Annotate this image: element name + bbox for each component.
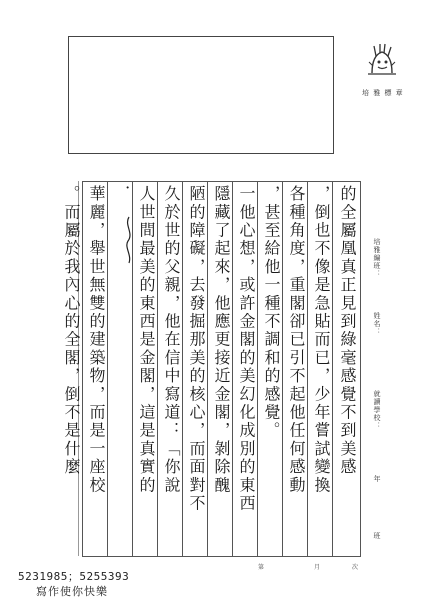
- school-label: 就讀學校：: [373, 390, 381, 430]
- grid-top-border: [82, 181, 361, 182]
- essay-column-7: 陋的障礙，去發掘那美的核心，而面對不: [187, 185, 206, 513]
- essay-column-8: 久於世的父親，他在信中寫道：「你說: [162, 185, 181, 495]
- essay-column-9: 人世間最美的東西是金閣，這是真實的: [137, 185, 156, 495]
- grid-line: [360, 181, 361, 556]
- grid-bottom-border: [82, 556, 361, 557]
- footer-phone-numbers: 5231985；5255393: [18, 570, 130, 583]
- essay-column-12: 。而屬於我內心的全閣，倒不是什麼: [62, 185, 81, 477]
- class-suffix-label: 班: [373, 532, 381, 540]
- handwritten-mark-icon: [122, 215, 136, 265]
- times-suffix: 次: [352, 564, 359, 571]
- name-label: 姓名：: [373, 312, 381, 336]
- essay-column-2: ，倒也不像是急貼而已，少年嘗試變換: [312, 185, 331, 495]
- footer-brand-slogan: 寫作使你快樂: [36, 585, 108, 598]
- essay-column-5: 一他心想，或許金閣的美幻化成別的東西: [237, 185, 256, 513]
- essay-column-6: 隱藏了起來，他應更接近金閣，剝除醜: [212, 185, 231, 495]
- page-number-prefix: 第: [258, 564, 265, 571]
- essay-column-4: ，甚至給他一種不調和的感覺。: [262, 185, 281, 440]
- school-stamp-icon: [362, 40, 402, 80]
- teacher-comment-box: [68, 36, 334, 154]
- essay-column-11: 華麗，舉世無雙的建築物，而是一座校: [87, 185, 106, 495]
- month-suffix: 月: [314, 564, 321, 571]
- stamp-caption: 培 雅 標 章: [362, 89, 404, 97]
- essay-column-10: ．: [112, 185, 131, 204]
- essay-column-3: 各種角度，重閣卻已引不起他任何感動: [287, 185, 306, 495]
- grade-label: 年: [373, 475, 381, 483]
- class-label: 培雅編班：: [373, 238, 381, 278]
- essay-column-1: 的全屬凰真正見到綠毫感覺不到美感: [338, 185, 357, 477]
